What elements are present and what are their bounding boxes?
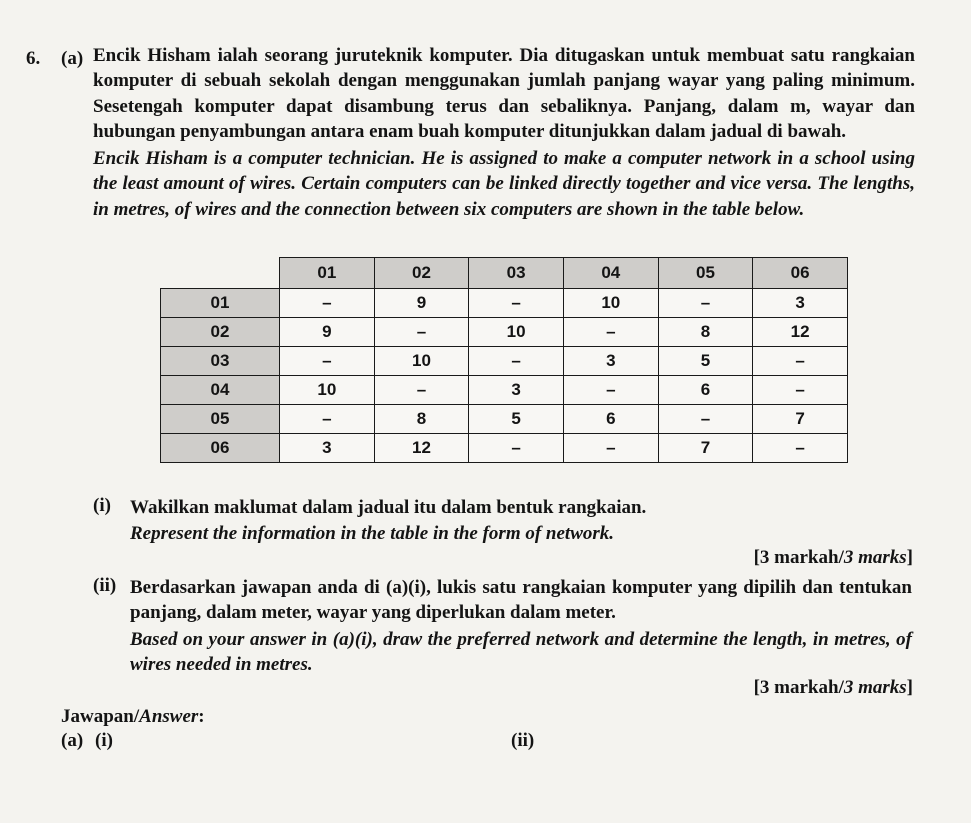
question-part-label: (a)	[61, 48, 84, 69]
part-ii-malay: Berdasarkan jawapan anda di (a)(i), lukis satu rangkaian komputer yang dipilih dan tentukan panjang, dalam meter, wayar yang diperlukan dalam meter.	[130, 577, 912, 623]
column-header: 05	[658, 258, 753, 289]
part-ii-marks	[754, 677, 913, 699]
table-row	[161, 405, 848, 434]
table-cell: 3	[753, 289, 848, 318]
question-number: 6.	[26, 48, 41, 69]
marks-close: ]	[906, 677, 913, 698]
table-cell: –	[374, 318, 469, 347]
column-header: 04	[563, 258, 658, 289]
column-header: 06	[753, 258, 848, 289]
table-cell: –	[658, 405, 753, 434]
row-header: 03	[161, 347, 280, 376]
answer-heading-english: Answer	[139, 706, 199, 727]
table-cell: –	[280, 405, 375, 434]
table-cell: 5	[469, 405, 564, 434]
answer-ii-label: (ii)	[511, 730, 535, 751]
table-row	[161, 434, 848, 463]
table-cell: 10	[374, 347, 469, 376]
table-corner	[161, 258, 280, 289]
table-cell: 6	[658, 376, 753, 405]
part-i-label: (i)	[93, 495, 111, 516]
table-cell: –	[563, 318, 658, 347]
marks-english: 3 marks	[843, 547, 907, 568]
table-cell: 7	[753, 405, 848, 434]
row-header: 06	[161, 434, 280, 463]
table-row	[161, 318, 848, 347]
table-cell: –	[753, 347, 848, 376]
answer-heading-malay: Jawapan/	[61, 706, 140, 727]
answer-heading	[61, 704, 205, 729]
table-cell: –	[658, 289, 753, 318]
table-cell: –	[280, 289, 375, 318]
answer-a-label: (a)	[61, 730, 84, 751]
table-cell: 10	[280, 376, 375, 405]
table-cell: 5	[658, 347, 753, 376]
table-cell: 3	[469, 376, 564, 405]
table-cell: –	[753, 376, 848, 405]
column-header: 02	[374, 258, 469, 289]
part-i-english: Represent the information in the table in the form of network.	[130, 523, 615, 544]
table-cell: –	[563, 376, 658, 405]
row-header: 05	[161, 405, 280, 434]
table-cell: 12	[374, 434, 469, 463]
marks-malay: [3 markah/	[753, 547, 844, 568]
table-cell: –	[469, 347, 564, 376]
table-cell: 3	[563, 347, 658, 376]
marks-english: 3 marks	[843, 677, 907, 698]
table-cell: 9	[374, 289, 469, 318]
table-cell: 10	[563, 289, 658, 318]
row-header: 04	[161, 376, 280, 405]
answer-i-label: (i)	[95, 730, 113, 751]
table-cell: 10	[469, 318, 564, 347]
part-i-marks	[754, 547, 913, 569]
table-cell: –	[563, 434, 658, 463]
row-header: 01	[161, 289, 280, 318]
part-ii-english: Based on your answer in (a)(i), draw the preferred network and determine the length, in metres, of wires needed in metres.	[130, 629, 912, 675]
marks-close: ]	[906, 547, 913, 568]
column-header: 03	[469, 258, 564, 289]
answer-heading-colon: :	[198, 706, 205, 727]
table-cell: –	[469, 289, 564, 318]
table-row	[161, 376, 848, 405]
table-cell: 3	[280, 434, 375, 463]
part-i-malay: Wakilkan maklumat dalam jadual itu dalam bentuk rangkaian.	[130, 497, 647, 518]
distance-table	[160, 257, 848, 463]
row-header: 02	[161, 318, 280, 347]
table-cell: –	[374, 376, 469, 405]
table-cell: 8	[374, 405, 469, 434]
table-cell: –	[753, 434, 848, 463]
table-cell: 7	[658, 434, 753, 463]
table-cell: 12	[753, 318, 848, 347]
marks-malay: [3 markah/	[753, 677, 844, 698]
table-cell: –	[280, 347, 375, 376]
table-cell: –	[469, 434, 564, 463]
table-row	[161, 347, 848, 376]
part-ii-label: (ii)	[93, 575, 117, 596]
table-cell: 9	[280, 318, 375, 347]
table-cell: 6	[563, 405, 658, 434]
table-cell: 8	[658, 318, 753, 347]
question-malay-text: Encik Hisham ialah seorang juruteknik komputer. Dia ditugaskan untuk membuat satu rangkaian komputer di sebuah sekolah dengan menggunakan jumlah panjang wayar yang paling minimum. Sesetengah komputer dapat disambung terus dan sebaliknya. Panjang, dalam m, wayar dan hubungan penyambungan antara enam buah komputer ditunjukkan dalam jadual di bawah.	[93, 45, 915, 143]
table-row	[161, 289, 848, 318]
column-header: 01	[280, 258, 375, 289]
question-english-text: Encik Hisham is a computer technician. He is assigned to make a computer network in a school using the least amount of wires. Certain computers can be linked directly together and vice versa. The lengths, in metres, of wires and the connection between six computers are shown in the table below.	[93, 148, 915, 220]
table-header-row	[161, 258, 848, 289]
